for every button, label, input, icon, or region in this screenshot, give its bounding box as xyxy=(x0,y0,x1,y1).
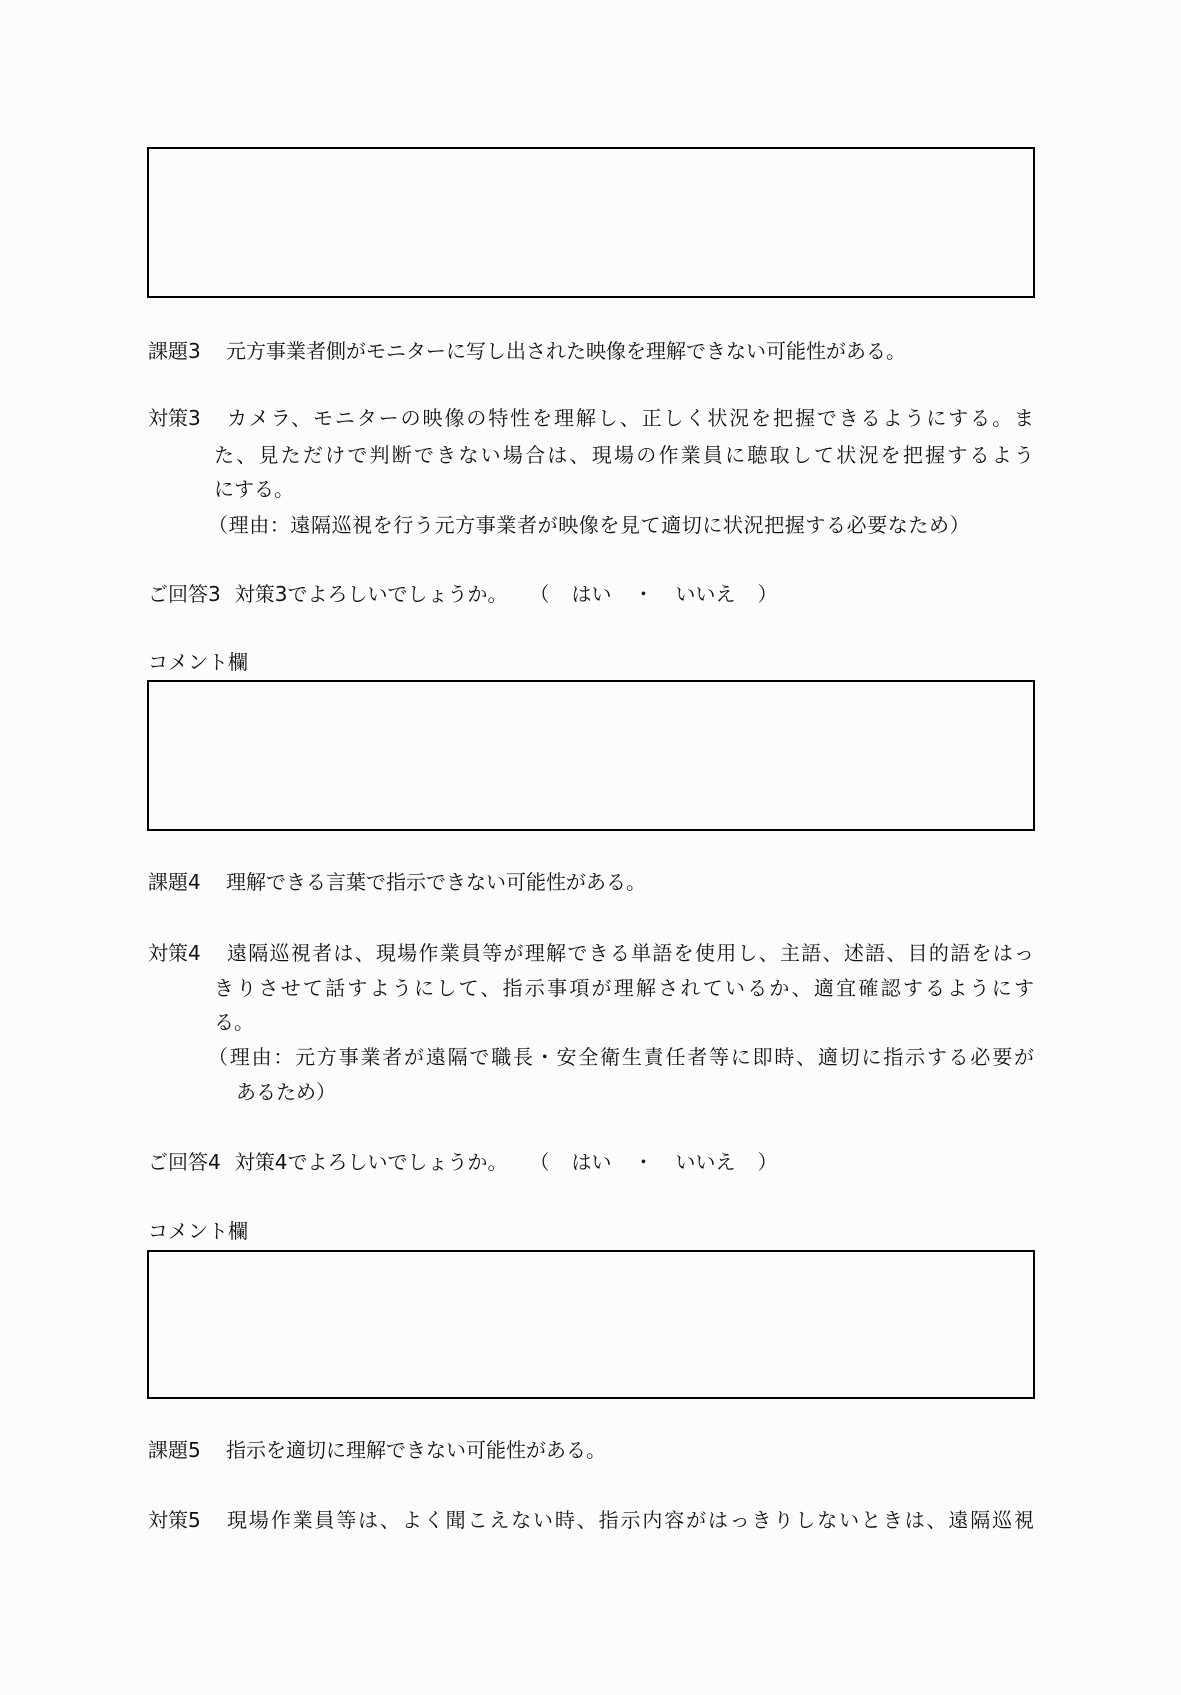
issue-5-label: 課題5 xyxy=(148,1438,201,1462)
reason-3-line: （理由：遠隔巡視を行う元方事業者が映像を見て適切に状況把握する必要なため） xyxy=(208,513,971,537)
answer-3-row xyxy=(148,582,777,606)
answer-4-close-paren: ） xyxy=(757,1150,778,1174)
issue-5-text: 指示を適切に理解できない可能性がある。 xyxy=(226,1438,606,1462)
answer-3-no-option[interactable]: いいえ xyxy=(675,582,736,606)
answer-3-separator: ・ xyxy=(633,582,654,606)
measure-4-line: る。 xyxy=(214,1010,254,1034)
measure-3-line: にする。 xyxy=(214,477,294,501)
measure-4-label: 対策4 xyxy=(148,941,201,965)
comment-4-label: コメント欄 xyxy=(148,1219,248,1243)
answer-3-question: 対策3でよろしいでしょうか。 xyxy=(234,582,508,606)
issue-4-row xyxy=(148,870,646,894)
answer-4-separator: ・ xyxy=(633,1150,654,1174)
measure-4-line: きりさせて話すようにして、指示事項が理解されているか、適宜確認するようにす xyxy=(214,976,1034,1000)
issue-3-row xyxy=(148,339,906,363)
answer-3-yes-option[interactable]: はい xyxy=(571,582,612,606)
comment-box-3[interactable] xyxy=(147,680,1035,831)
answer-4-open-paren: （ xyxy=(529,1150,550,1174)
answer-4-yes-option[interactable]: はい xyxy=(571,1150,612,1174)
measure-4-line: 遠隔巡視者は、現場作業員等が理解できる単語を使用し、主語、述語、目的語をはっ xyxy=(227,941,1034,965)
reason-4-line: あるため） xyxy=(236,1080,336,1104)
reason-4-line: （理由：元方事業者が遠隔で職長・安全衛生責任者等に即時、適切に指示する必要が xyxy=(208,1045,1034,1069)
measure-5-label: 対策5 xyxy=(148,1508,201,1532)
measure-3-label: 対策3 xyxy=(148,406,201,430)
answer-4-no-option[interactable]: いいえ xyxy=(675,1150,736,1174)
answer-4-row xyxy=(148,1150,777,1174)
measure-3-line: た、見ただけで判断できない場合は、現場の作業員に聴取して状況を把握するよう xyxy=(214,443,1034,467)
issue-4-label: 課題4 xyxy=(148,870,201,894)
comment-box-2[interactable] xyxy=(147,147,1035,298)
answer-3-open-paren: （ xyxy=(529,582,550,606)
comment-box-4[interactable] xyxy=(147,1250,1035,1399)
answer-4-label: ご回答4 xyxy=(148,1150,221,1174)
issue-3-label: 課題3 xyxy=(148,339,201,363)
comment-3-label: コメント欄 xyxy=(148,650,248,674)
issue-3-text: 元方事業者側がモニターに写し出された映像を理解できない可能性がある。 xyxy=(226,339,906,363)
answer-4-question: 対策4でよろしいでしょうか。 xyxy=(234,1150,508,1174)
measure-5-line: 現場作業員等は、よく聞こえない時、指示内容がはっきりしないときは、遠隔巡視 xyxy=(227,1508,1034,1532)
issue-4-text: 理解できる言葉で指示できない可能性がある。 xyxy=(226,870,646,894)
answer-3-label: ご回答3 xyxy=(148,582,221,606)
answer-3-close-paren: ） xyxy=(757,582,778,606)
measure-3-line: カメラ、モニターの映像の特性を理解し、正しく状況を把握できるようにする。ま xyxy=(227,406,1034,430)
issue-5-row xyxy=(148,1438,606,1462)
